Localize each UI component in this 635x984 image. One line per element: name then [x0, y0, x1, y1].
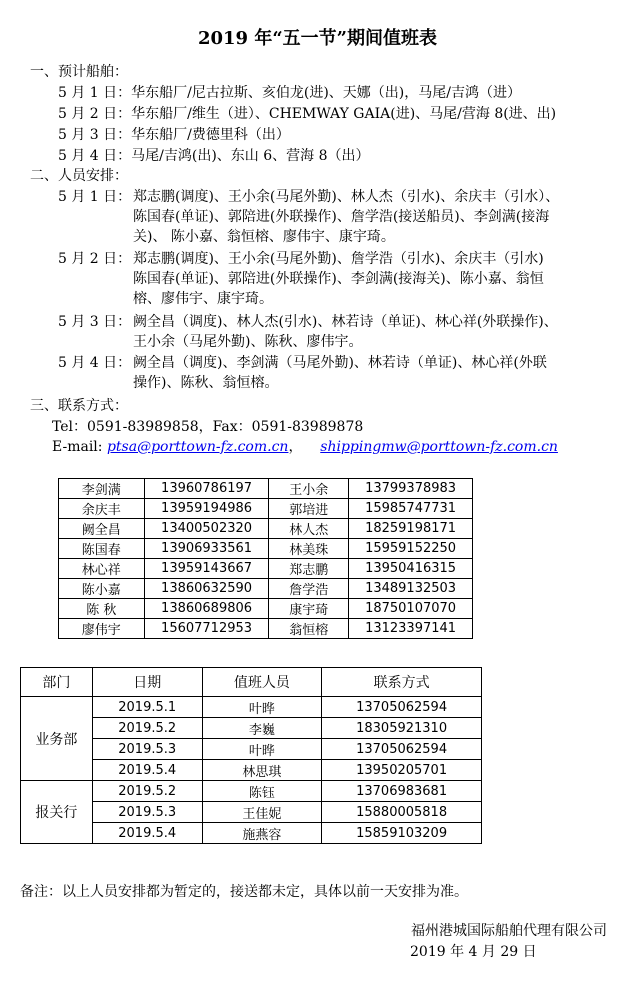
contact-phone: 13123397141: [349, 619, 473, 639]
duty-date: 2019.5.3: [92, 739, 202, 760]
contact-phone: 15959152250: [349, 539, 473, 559]
duty-date: 2019.5.2: [92, 781, 202, 802]
contact-name: 廖伟宇: [59, 619, 145, 639]
contact-name: 陈小嘉: [59, 579, 145, 599]
duty-header-cell: 部门: [21, 668, 93, 697]
contact-name: 郭培进: [269, 499, 349, 519]
tel-fax-numbers: 0591-83989858，Fax：0591-83989878: [87, 419, 364, 435]
department-cell: 业务部: [21, 697, 93, 781]
staff-assignment-line: 郑志鹏(调度)、王小余(马尾外勤)、林人杰（引水)、余庆丰（引水）、: [133, 189, 560, 205]
duty-header-cell: 值班人员: [202, 668, 322, 697]
ship-list: 华东船厂/维生（进）、CHEMWAY GAIA(进)、马尾/营海 8(进、出): [131, 106, 557, 122]
contact-phone: 13489132503: [349, 579, 473, 599]
contact-name: 林美珠: [269, 539, 349, 559]
contact-phone: 18750107070: [349, 599, 473, 619]
duty-person: 施燕容: [202, 823, 322, 844]
email-separator: ，: [288, 439, 303, 455]
contact-name: 李剑满: [59, 479, 145, 499]
contact-phone: 13959194986: [144, 499, 269, 519]
staff-assignment-line: 榕、廖伟宇、康宇琦。: [133, 291, 273, 307]
email-link-ptsa[interactable]: ptsa@porttown-fz.com.cn: [106, 439, 289, 455]
staff-date: 5 月 4 日：: [58, 355, 132, 371]
ship-list: 马尾/吉鸿(出)、东山 6、营海 8（出）: [131, 148, 370, 164]
ship-schedule-row: [58, 147, 370, 166]
contact-row: [59, 599, 473, 619]
duty-header-cell: 联系方式: [322, 668, 482, 697]
ship-date: 5 月 3 日：: [58, 127, 132, 143]
staff-assignment-line: 操作)、陈秋、翁恒榕。: [133, 375, 279, 391]
duty-phone: 18305921310: [322, 718, 482, 739]
contact-phone: 13906933561: [144, 539, 269, 559]
staff-assignment-line: 关)、 陈小嘉、翁恒榕、廖伟宇、康宇琦。: [133, 229, 395, 245]
duty-date: 2019.5.2: [92, 718, 202, 739]
contact-phone: 13860689806: [144, 599, 269, 619]
contact-phone: 15985747731: [349, 499, 473, 519]
contact-name: 翁恒榕: [269, 619, 349, 639]
duty-row: [21, 781, 482, 802]
contact-name: 康宇琦: [269, 599, 349, 619]
ship-schedule-row: [58, 84, 521, 103]
contact-name: 郑志鹏: [269, 559, 349, 579]
duty-row: [21, 697, 482, 718]
contact-phone: 13799378983: [349, 479, 473, 499]
duty-roster-table: [20, 667, 482, 844]
staff-assignment-line: 阙全昌（调度)、林人杰(引水)、林若诗（单证)、林心祥(外联操作)、: [133, 314, 558, 330]
duty-date: 2019.5.4: [92, 760, 202, 781]
staff-assignment-line: 郑志鹏(调度)、王小余(马尾外勤)、詹学浩（引水)、余庆丰（引水): [133, 251, 544, 267]
duty-person: 叶晔: [202, 739, 322, 760]
contact-phone: 13950416315: [349, 559, 473, 579]
document-date: 2019 年 4 月 29 日: [410, 944, 537, 960]
ship-schedule-row: [58, 105, 556, 124]
duty-phone: 13950205701: [322, 760, 482, 781]
duty-date: 2019.5.3: [92, 802, 202, 823]
contact-name: 詹学浩: [269, 579, 349, 599]
email-line: [52, 438, 558, 457]
duty-phone: 15859103209: [322, 823, 482, 844]
contact-name: 陈 秋: [59, 599, 145, 619]
company-name: 福州港城国际船舶代理有限公司: [411, 923, 607, 939]
duty-phone: 13706983681: [322, 781, 482, 802]
duty-date: 2019.5.4: [92, 823, 202, 844]
department-cell: 报关行: [21, 781, 93, 844]
contact-row: [59, 499, 473, 519]
remark-note: 备注：以上人员安排都为暂定的，接送都未定，具体以前一天安排为准。: [20, 884, 468, 900]
staff-assignment-line: 王小余（马尾外勤)、陈秋、廖伟宇。: [133, 334, 363, 350]
contact-name: 余庆丰: [59, 499, 145, 519]
contact-row: [59, 619, 473, 639]
duty-person: 王佳妮: [202, 802, 322, 823]
document-title: 2019 年“五一节”期间值班表: [197, 28, 438, 49]
section2-heading: 二、人员安排：: [30, 168, 128, 184]
ship-list: 华东船厂/尼古拉斯、亥伯龙(进)、天娜（出)，马尾/吉鸿（进）: [131, 85, 521, 101]
duty-phone: 13705062594: [322, 697, 482, 718]
duty-header-row: [21, 668, 482, 697]
contact-row: [59, 559, 473, 579]
ship-schedule-row: [58, 126, 290, 145]
contact-row: [59, 579, 473, 599]
contacts-table: [58, 478, 473, 639]
email-link-shipping[interactable]: shippingmw@porttown-fz.com.cn: [320, 439, 558, 455]
staff-assignment-line: 陈国春(单证)、郭陪进(外联操作)、李剑满(接海关)、陈小嘉、翁恒: [133, 271, 544, 287]
contact-phone: 18259198171: [349, 519, 473, 539]
duty-person: 陈钰: [202, 781, 322, 802]
contact-row: [59, 519, 473, 539]
section1-heading: 一、预计船舶：: [30, 64, 128, 80]
contact-name: 林人杰: [269, 519, 349, 539]
contact-phone: 15607712953: [144, 619, 269, 639]
staff-assignment-line: 阙全昌（调度)、李剑满（马尾外勤)、林若诗（单证)、林心祥(外联: [133, 355, 547, 371]
contact-phone: 13400502320: [144, 519, 269, 539]
tel-label: Tel：: [52, 419, 88, 435]
ship-date: 5 月 2 日：: [58, 106, 132, 122]
contact-name: 陈国春: [59, 539, 145, 559]
ship-date: 5 月 1 日：: [58, 85, 132, 101]
staff-date: 5 月 2 日：: [58, 251, 132, 267]
contact-name: 阙全昌: [59, 519, 145, 539]
duty-phone: 13705062594: [322, 739, 482, 760]
duty-person: 李巍: [202, 718, 322, 739]
contact-row: [59, 539, 473, 559]
ship-list: 华东船厂/费德里科（出）: [131, 127, 290, 143]
tel-fax-line: [52, 418, 363, 437]
email-label: E-mail:: [52, 439, 107, 455]
duty-person: 叶晔: [202, 697, 322, 718]
contact-name: 林心祥: [59, 559, 145, 579]
ship-date: 5 月 4 日：: [58, 148, 132, 164]
staff-date: 5 月 1 日：: [58, 189, 132, 205]
staff-date: 5 月 3 日：: [58, 314, 132, 330]
duty-person: 林思琪: [202, 760, 322, 781]
duty-phone: 15880005818: [322, 802, 482, 823]
duty-header-cell: 日期: [92, 668, 202, 697]
staff-assignment-line: 陈国春(单证)、郭陪进(外联操作)、詹学浩(接送船员)、李剑满(接海: [133, 209, 550, 225]
contact-phone: 13959143667: [144, 559, 269, 579]
contact-name: 王小余: [269, 479, 349, 499]
contact-phone: 13860632590: [144, 579, 269, 599]
contact-row: [59, 479, 473, 499]
section3-heading: 三、联系方式：: [30, 398, 128, 414]
duty-date: 2019.5.1: [92, 697, 202, 718]
contact-phone: 13960786197: [144, 479, 269, 499]
